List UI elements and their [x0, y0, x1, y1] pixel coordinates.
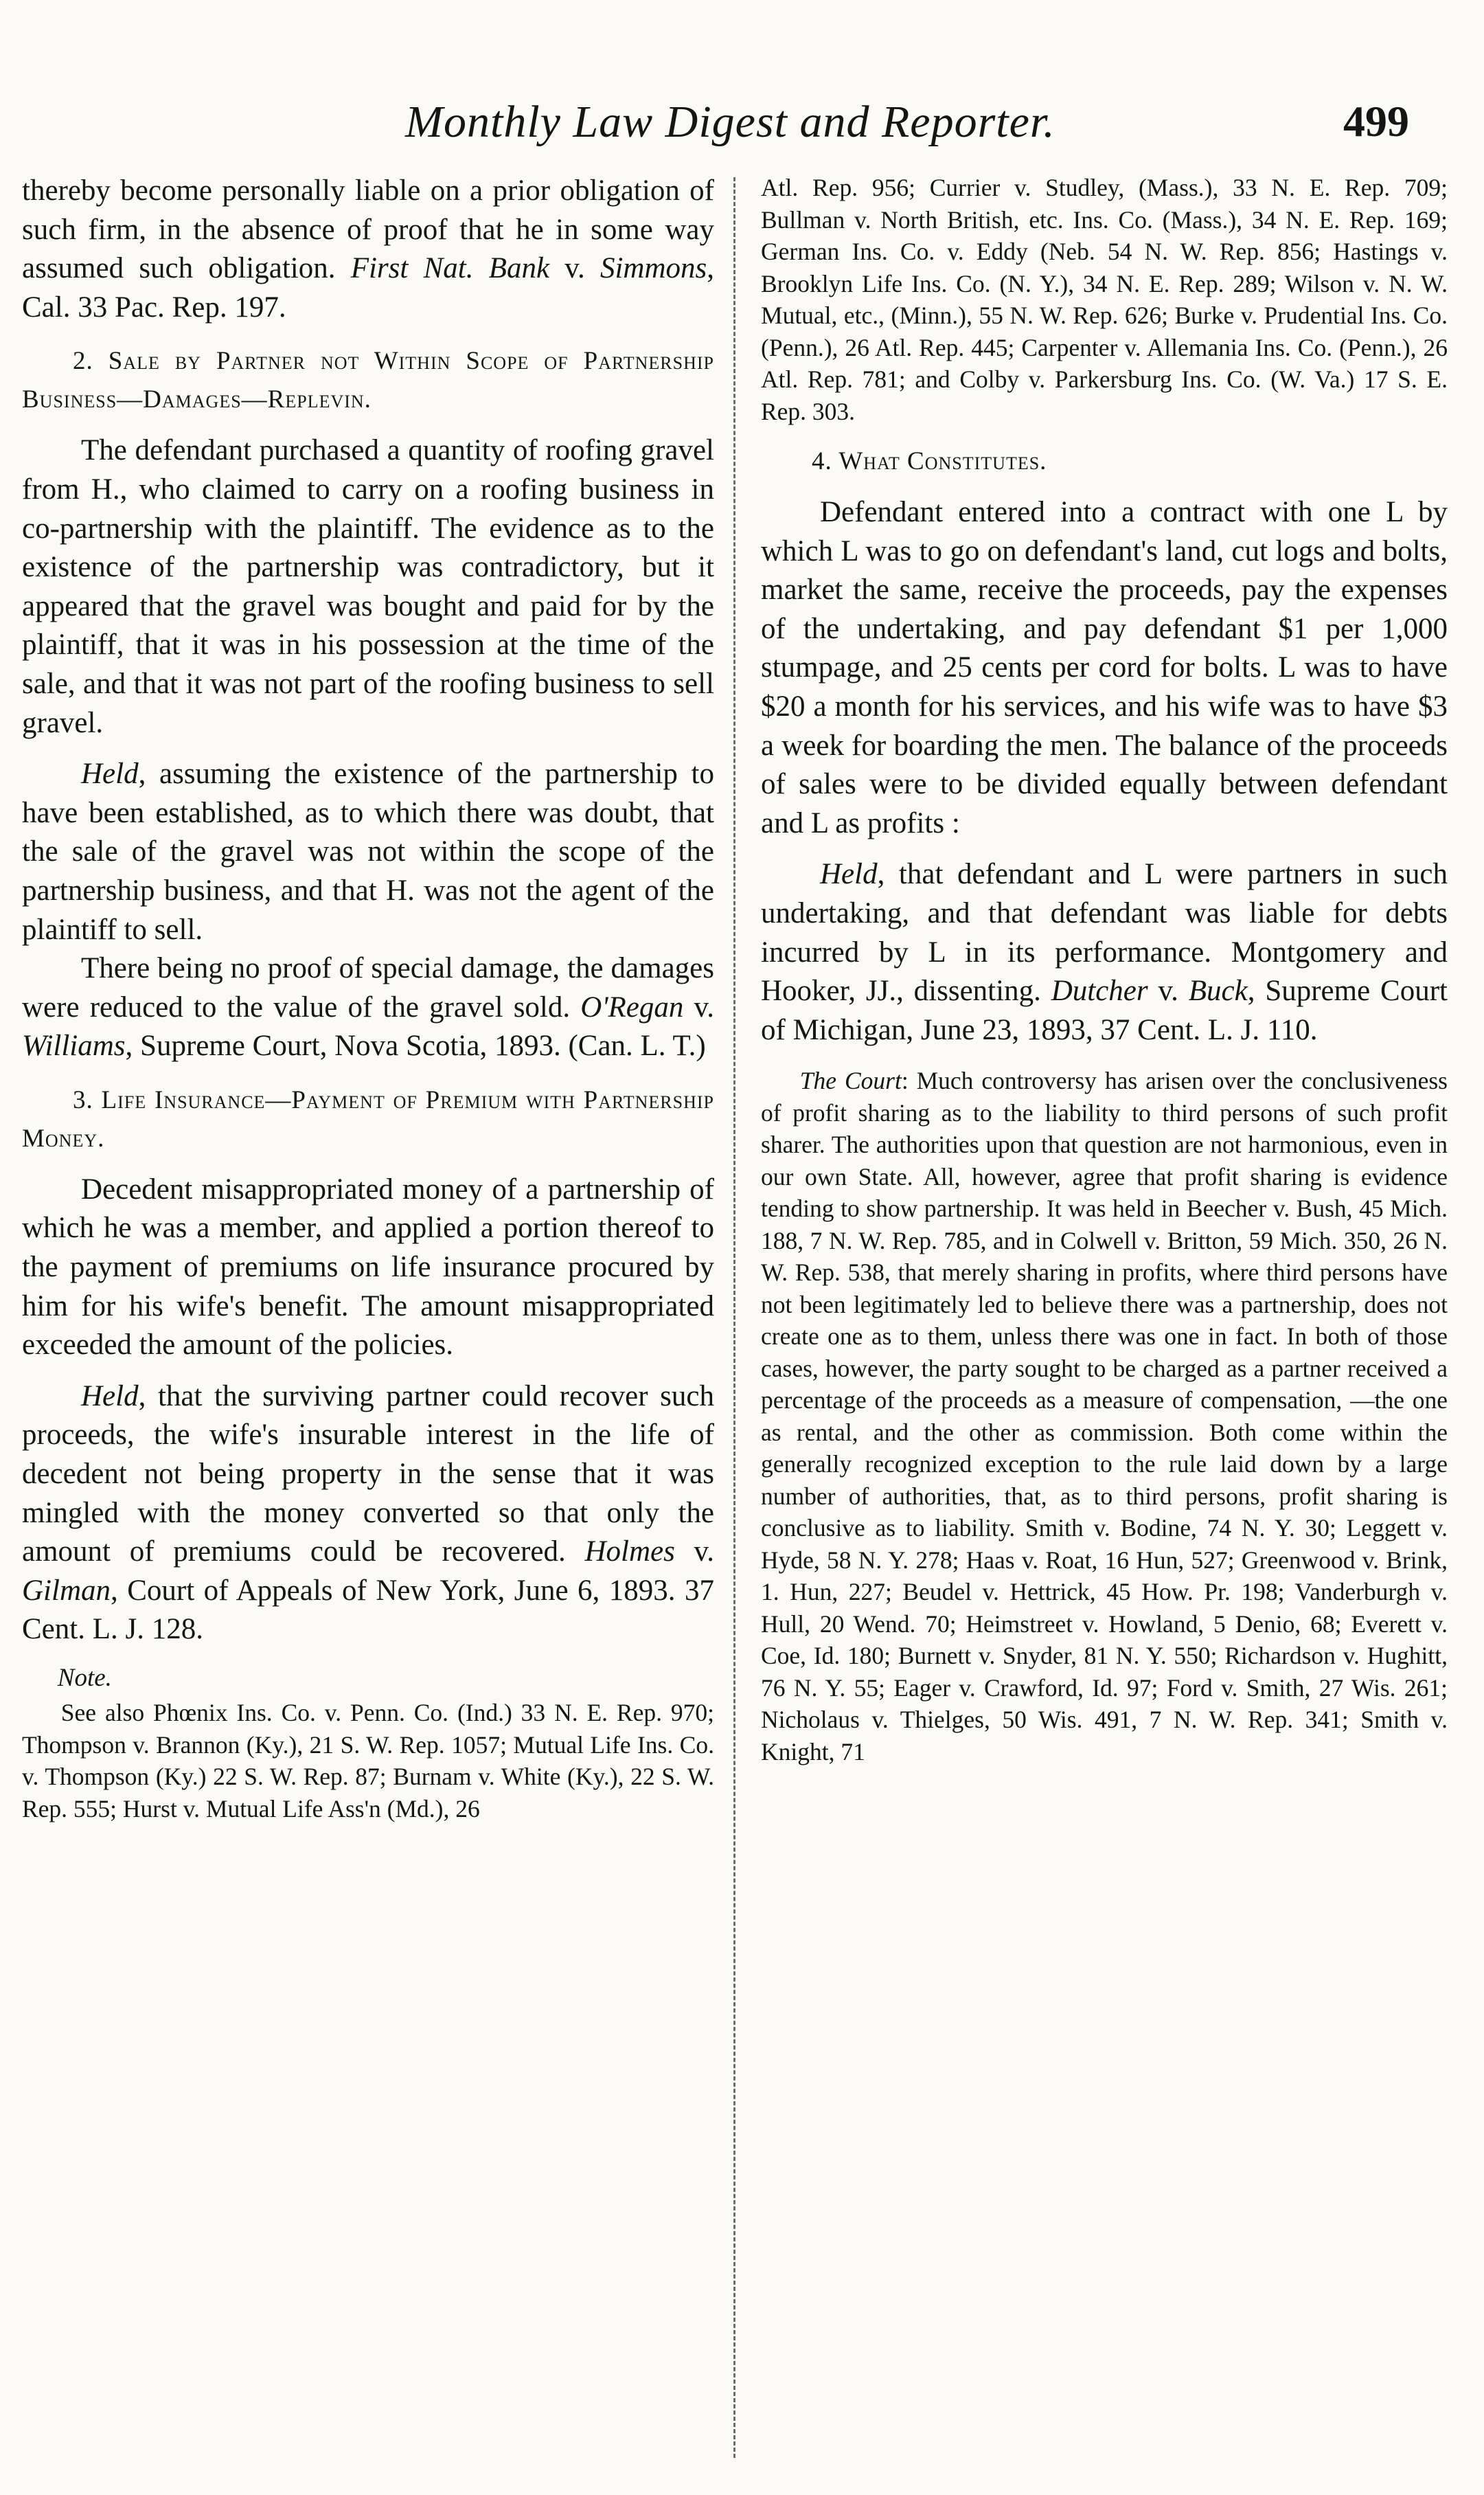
note-text: See also Phœnix Ins. Co. v. Penn. Co. (Ind.) 33 N. E. Rep. 970; Thompson v. Brannon (Ky.), 21 S. W. Rep. 1057; Mutual Life Ins. Co. v. Thompson (Ky.) 22 S. W. Rep. 87; Burnam v. White (Ky.), 22 S. W. Rep. 555; Hurst v. Mutual Life Ass'n (Md.), 26 [22, 1699, 714, 1822]
paragraph-4b: Held, that defendant and L were partners in such undertaking, and that defendant was liable for debts incurred by L in its performance. Montgomery and Hooker, JJ., dissenting. Dutcher v. Buck, Supreme Court of Michigan, June 23, 1893, 37 Cent. L. J. 110. [761, 858, 1448, 1046]
running-title: Monthly Law Digest and Reporter. [405, 97, 1055, 147]
note-label: Note. [57, 1664, 112, 1692]
paragraph-2c: There being no proof of special damage, the damages were reduced to the value of the gravel sold. O'Regan v. Williams, Supreme Court, Nova Scotia, 1893. (Can. L. T.) [22, 952, 714, 1063]
note-continued: Atl. Rep. 956; Currier v. Studley, (Mass.), 33 N. E. Rep. 709; Bullman v. North British, etc. Ins. Co. (Mass.), 34 N. E. Rep. 169; German Ins. Co. v. Eddy (Neb. 54 N. W. Rep. 856; Hastings v. Brooklyn Life Ins. Co. (N. Y.), 34 N. E. Rep. 289; Wilson v. N. W. Mutual, etc., (Minn.), 55 N. W. Rep. 626; Burke v. Prudential Ins. Co. (Penn.), 26 Atl. Rep. 445; Carpenter v. Allemania Ins. Co. (Penn.), 26 Atl. Rep. 781; and Colby v. Parkersburg Ins. Co. (W. Va.) 17 S. E. Rep. 303. [761, 174, 1448, 425]
right-column [761, 172, 1448, 1768]
paragraph-4a: Defendant entered into a contract with one L by which L was to go on defendant's land, cut logs and bolts, market the same, receive the proceeds, pay the expenses of the undertaking, and pay defendant $1 per 1,000 stumpage, and 25 cents per cord for bolts. L was to have $20 a month for his services, and his wife was to have $3 a week for boarding the men. The balance of the proceeds of sales were to be divided equally between defendant and L as profits : [761, 496, 1448, 839]
paragraph-3a: Decedent misappropriated money of a partnership of which he was a member, and applied a portion thereof to the payment of premiums on life insurance procured by him for his wife's benefit. The amount misappropriated exceeded the amount of the policies. [22, 1173, 714, 1362]
paragraph-2a: The defendant purchased a quantity of roofing gravel from H., who claimed to carry on a roofing business in co-partnership with the plaintiff. The evidence as to the existence of the partnership was contradictory, but it appeared that the gravel was bought and paid for by the plaintiff, that it was in his possession at the time of the sale, and that it was not part of the roofing business to sell gravel. [22, 434, 714, 739]
paragraph-2b: Held, assuming the existence of the partnership to have been established, as to which there was doubt, that the sale of the gravel was not within the scope of the partnership business, and that H. was not the agent of the plaintiff to sell. [22, 758, 714, 946]
section-heading-4: 4. What Constitutes. [812, 447, 1047, 475]
section-heading-2: 2. Sale by Partner not Within Scope of Partnership Business—Damages—Replevin. [22, 347, 714, 414]
column-divider [733, 177, 735, 2458]
page-number: 499 [1343, 97, 1409, 146]
section-heading-3: 3. Life Insurance—Payment of Premium with Partnership Money. [22, 1085, 714, 1153]
left-column [22, 172, 714, 1825]
page-header [0, 96, 1484, 165]
continued-paragraph: thereby become personally liable on a prior obligation of such firm, in the absence of proof that he in some way assumed such obligation. First Nat. Bank v. Simmons, Cal. 33 Pac. Rep. 197. [22, 174, 714, 324]
court-opinion: The Court: Much controversy has arisen over the conclusiveness of profit sharing as to the liability to third persons of such profit sharer. The authorities upon that question are not harmonious, even in our own State. All, however, agree that profit sharing is evidence tending to show partnership. It was held in Beecher v. Bush, 45 Mich. 188, 7 N. W. Rep. 785, and in Colwell v. Britton, 59 Mich. 350, 26 N. W. Rep. 538, that merely sharing in profits, where third persons have not been legitimately led to believe there was a partnership, does not create one as to them, unless there was one in fact. In both of those cases, however, the party sought to be charged as a partner received a percentage of the proceeds as a measure of compensation, —the one as rental, and the other as commission. Both come within the generally recognized exception to the rule laid down by a large number of authorities, that, as to third persons, profit sharing is conclusive as to liability. Smith v. Bodine, 74 N. Y. 30; Leggett v. Hyde, 58 N. Y. 278; Haas v. Roat, 16 Hun, 527; Greenwood v. Brink, 1. Hun, 227; Beudel v. Hettrick, 45 How. Pr. 198; Vanderburgh v. Hull, 20 Wend. 70; Heimstreet v. Howland, 5 Denio, 68; Everett v. Coe, Id. 180; Burnett v. Snyder, 81 N. Y. 550; Richardson v. Hughitt, 76 N. Y. 55; Eager v. Crawford, Id. 97; Ford v. Smith, 27 Wis. 261; Nicholaus v. Thielges, 50 Wis. 491, 7 N. W. Rep. 341; Smith v. Knight, 71 [761, 1067, 1448, 1765]
paragraph-3b: Held, that the surviving partner could recover such proceeds, the wife's insurable interest in the life of decedent not being property in the sense that it was mingled with the money converted so that only the amount of premiums could be recovered. Holmes v. Gilman, Court of Appeals of New York, June 6, 1893. 37 Cent. L. J. 128. [22, 1379, 714, 1646]
